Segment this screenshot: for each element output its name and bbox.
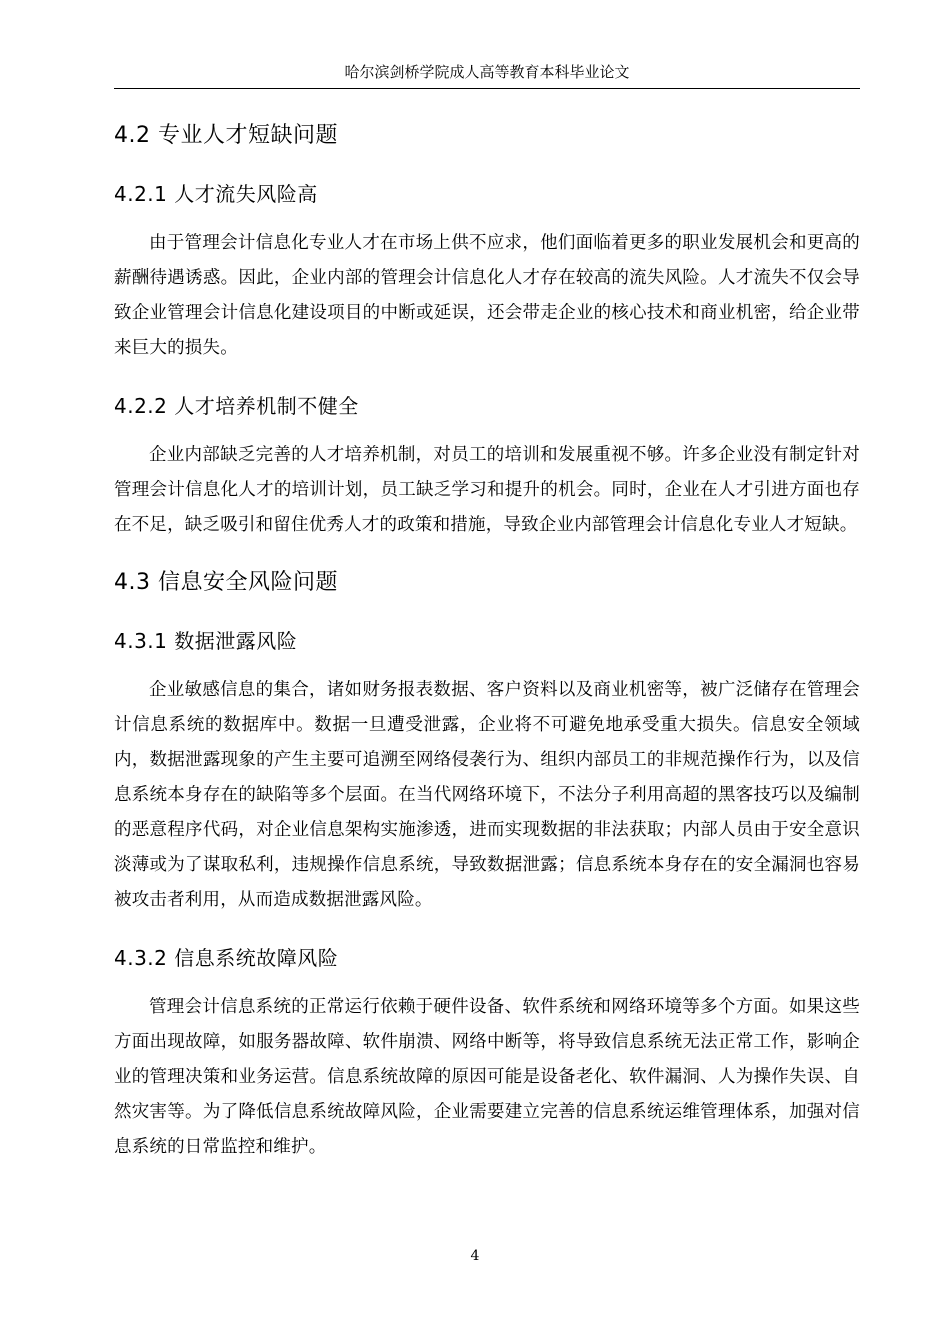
running-header: 哈尔滨剑桥学院成人高等教育本科毕业论文 — [344, 63, 630, 81]
section-heading-4-3: 4.3 信息安全风险问题 — [114, 570, 338, 595]
subsection-heading-4-2-1: 4.2.1 人才流失风险高 — [114, 182, 318, 206]
section-heading-4-2: 4.2 专业人才短缺问题 — [114, 123, 338, 148]
subsection-heading-4-3-2: 4.3.2 信息系统故障风险 — [114, 946, 339, 970]
paragraph-4-3-1: 企业敏感信息的集合，诸如财务报表数据、客户资料以及商业机密等，被广泛储存在管理会计信息系统的数据库中。数据一旦遭受泄露，企业将不可避免地承受重大损失。信息安全领域内，数据泄露现象的产生主要可追溯至网络侵袭行为、组织内部员工的非规范操作行为，以及信息系统本身存在的缺陷等多个层面。在当代网络环境下，不法分子利用高超的黑客技巧以及编制的恶意程序代码，对企业信息架构实施渗透，进而实现数据的非法获取；内部人员由于安全意识淡薄或为了谋取私利，违规操作信息系统，导致数据泄露；信息系统本身存在的安全漏洞也容易被攻击者利用，从而造成数据泄露风险。 — [114, 680, 860, 910]
header-divider — [114, 88, 860, 89]
subsection-heading-4-2-2: 4.2.2 人才培养机制不健全 — [114, 394, 359, 418]
page-number: 4 — [470, 1248, 480, 1264]
paragraph-4-3-2: 管理会计信息系统的正常运行依赖于硬件设备、软件系统和网络环境等多个方面。如果这些方面出现故障，如服务器故障、软件崩溃、网络中断等，将导致信息系统无法正常工作，影响企业的管理决策和业务运营。信息系统故障的原因可能是设备老化、软件漏洞、人为操作失误、自然灾害等。为了降低信息系统故障风险，企业需要建立完善的信息系统运维管理体系，加强对信息系统的日常监控和维护。 — [114, 997, 860, 1157]
subsection-heading-4-3-1: 4.3.1 数据泄露风险 — [114, 629, 298, 653]
paragraph-4-2-1: 由于管理会计信息化专业人才在市场上供不应求，他们面临着更多的职业发展机会和更高的薪酬待遇诱惑。因此，企业内部的管理会计信息化人才存在较高的流失风险。人才流失不仅会导致企业管理会计信息化建设项目的中断或延误，还会带走企业的核心技术和商业机密，给企业带来巨大的损失。 — [114, 233, 860, 358]
paragraph-4-2-2: 企业内部缺乏完善的人才培养机制，对员工的培训和发展重视不够。许多企业没有制定针对管理会计信息化人才的培训计划，员工缺乏学习和提升的机会。同时，企业在人才引进方面也存在不足，缺乏吸引和留住优秀人才的政策和措施，导致企业内部管理会计信息化专业人才短缺。 — [114, 445, 860, 535]
page-body — [114, 118, 860, 1187]
